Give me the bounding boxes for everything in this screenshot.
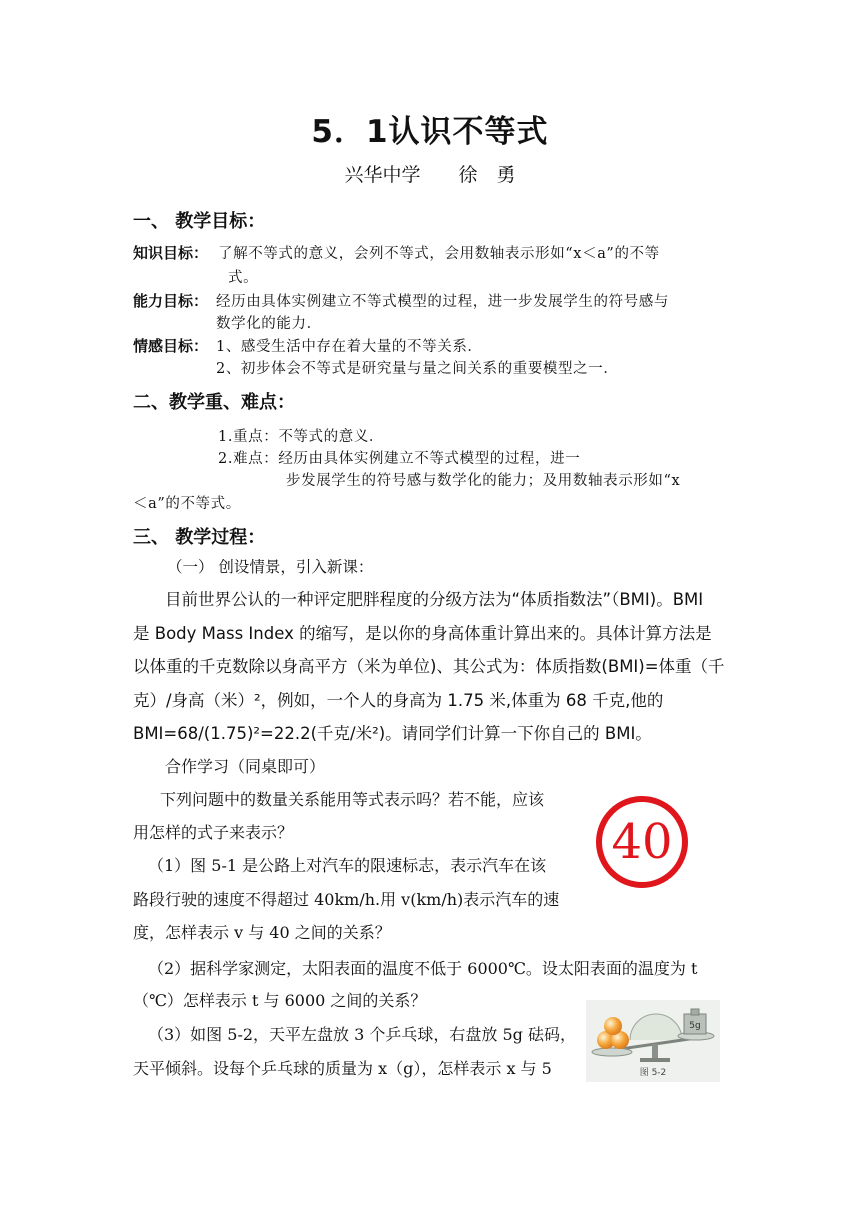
question-intro-1: 下列问题中的数量关系能用等式表示吗？若不能，应该	[160, 790, 545, 809]
para-line-4: 克）/身高（米）²，例如，一个人的身高为 1.75 米,体重为 68 千克,他的	[133, 691, 664, 710]
section1-heading: 一、 教学目标：	[133, 211, 266, 232]
speed-limit-sign	[596, 796, 688, 888]
emotion-text-2: 2、初步体会不等式是研究量与量之间关系的重要模型之一．	[216, 361, 619, 377]
para-line-2: 是 Body Mass Index 的缩写，是以你的身高体重计算出来的。具体计算方法是	[133, 624, 712, 643]
balance-figure	[586, 1000, 720, 1082]
figure-caption: 图 5-2	[639, 1068, 667, 1078]
section2-heading: 二、教学重、难点：	[133, 392, 295, 413]
subheading: （一） 创设情景，引入新课：	[167, 558, 374, 576]
question-3-line-1: （3）如图 5-2，天平左盘放 3 个乒乓球，右盘放 5g 砝码，	[148, 1025, 576, 1044]
ability-text-1: 经历由具体实例建立不等式模型的过程，进一步发展学生的符号感与	[216, 294, 669, 310]
knowledge-text-2: 式。	[228, 270, 259, 286]
speed-limit-value: 40	[611, 814, 673, 870]
emotion-text-1: 1、感受生活中存在着大量的不等关系．	[216, 339, 483, 355]
author-line	[0, 160, 860, 187]
difficult-point-2: 步发展学生的符号感与数学化的能力；及用数轴表示形如“x	[286, 473, 681, 489]
question-intro-2: 用怎样的式子来表示？	[133, 823, 294, 842]
question-1-line-2: 路段行驶的速度不得超过 40km/h.用 v(km/h)表示汽车的速	[133, 890, 560, 909]
para-line-5: BMI=68/(1.75)²=22.2(千克/米²)。请同学们计算一下你自己的 BMI。	[133, 724, 652, 743]
para-line-3: 以体重的千克数除以身高平方（米为单位)、其公式为：体质指数(BMI)=体重（千	[133, 657, 725, 676]
question-1-line-3: 度，怎样表示 v 与 40 之间的关系？	[133, 923, 391, 942]
knowledge-text-1: 了解不等式的意义，会列不等式，会用数轴表示形如“x＜a”的不等	[218, 246, 660, 262]
question-2-line-2: （℃）怎样表示 t 与 6000 之间的关系？	[133, 991, 427, 1010]
difficult-point-1: 2.难点：经历由具体实例建立不等式模型的过程，进一	[218, 451, 581, 467]
author-name: 徐 勇	[458, 164, 516, 186]
para-line-1: 目前世界公认的一种评定肥胖程度的分级方法为“体质指数法”（BMI)。BMI	[165, 590, 704, 609]
ability-label: 能力目标：	[133, 292, 209, 310]
question-1-line-1: （1）图 5-1 是公路上对汽车的限速标志，表示汽车在该	[148, 856, 547, 875]
emotion-label: 情感目标：	[133, 337, 209, 355]
knowledge-label: 知识目标：	[133, 244, 209, 262]
ability-text-2: 数学化的能力．	[216, 316, 322, 332]
question-3-line-2: 天平倾斜。设每个乒乓球的质量为 x（g），怎样表示 x 与 5	[133, 1059, 552, 1078]
difficult-point-3: ＜a”的不等式。	[133, 496, 241, 512]
question-2-line-1: （2）据科学家测定，太阳表面的温度不低于 6000℃。设太阳表面的温度为 t	[148, 959, 698, 978]
page-title: 5．1认识不等式	[311, 114, 549, 150]
key-point: 1.重点：不等式的意义．	[218, 429, 385, 445]
author-school: 兴华中学	[344, 164, 421, 186]
weight-label: 5g	[689, 1021, 701, 1031]
coop-learning: 合作学习（同桌即可）	[165, 757, 326, 776]
section3-heading: 三、 教学过程：	[133, 527, 266, 548]
